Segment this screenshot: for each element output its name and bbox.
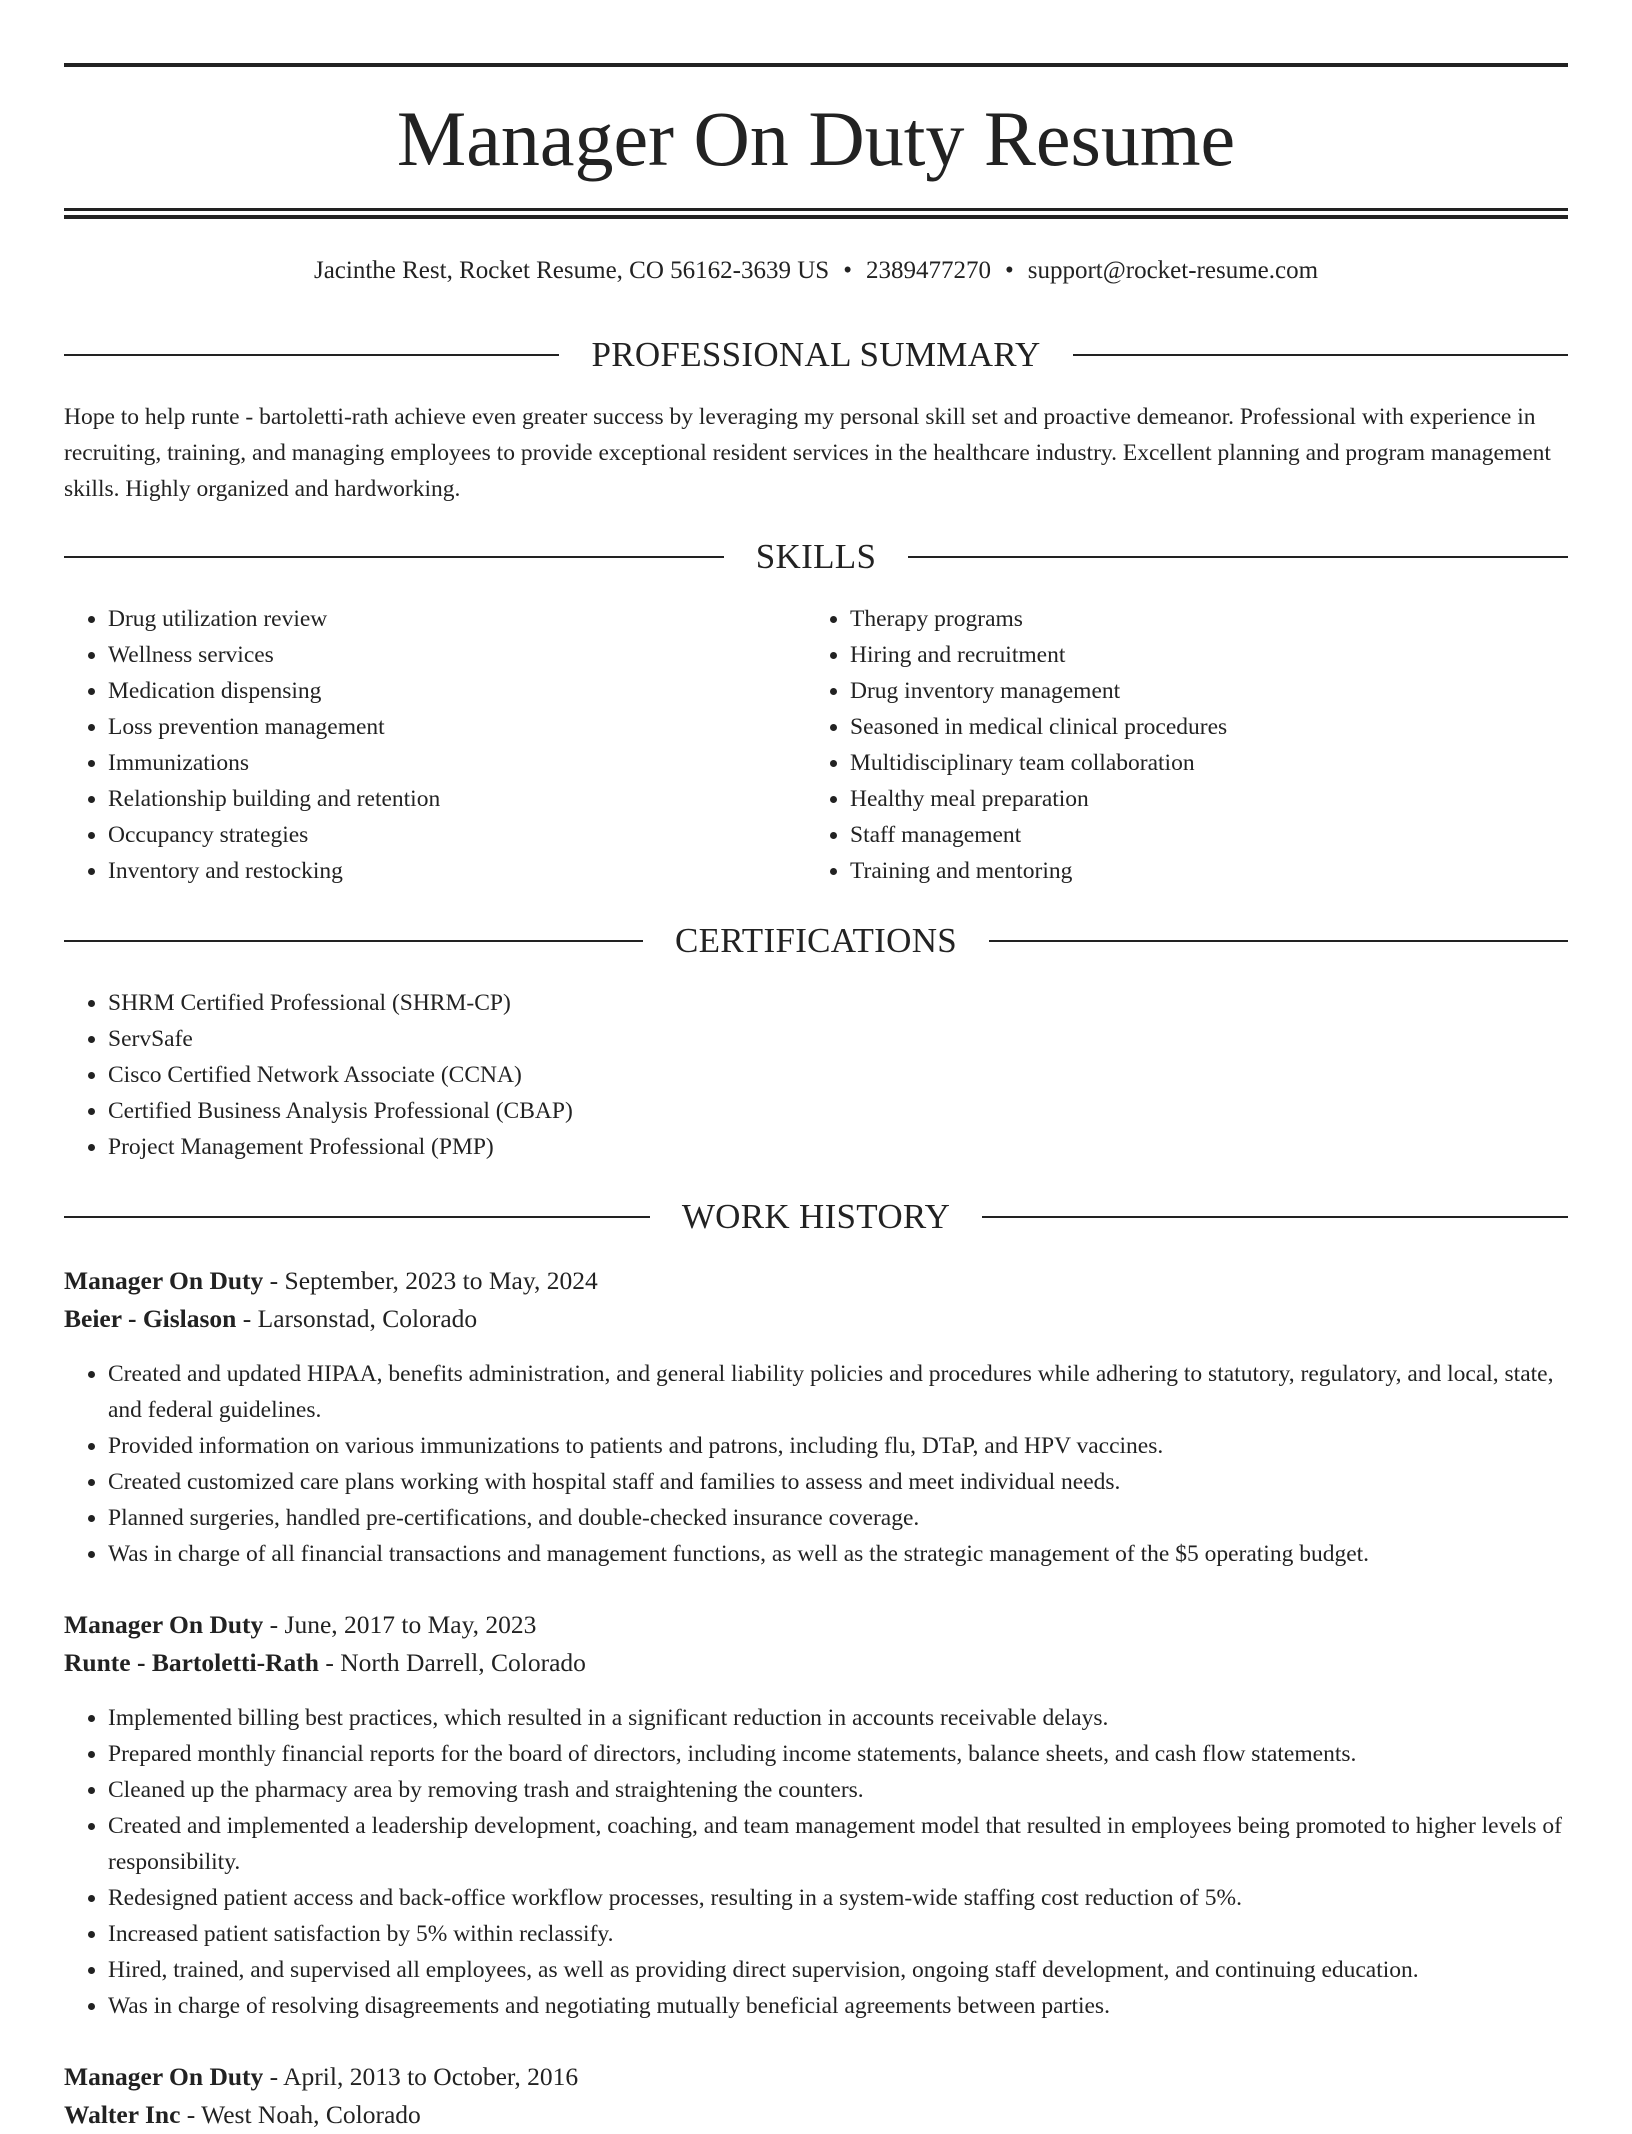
job-role: Manager On Duty (64, 1610, 264, 1639)
skill-item: • Relationship building and retention (108, 781, 808, 817)
job-bullet: • Was in charge of all financial transactions and management functions, as well as the strategic management of the $5 operating budget. (108, 1536, 1568, 1572)
skills-heading: SKILLS (755, 537, 877, 576)
job-company-line (64, 1300, 1568, 1338)
skill-item: • Therapy programs (850, 601, 1570, 637)
work-heading: WORK HISTORY (681, 1197, 951, 1236)
job-bullet: • Created and updated HIPAA, benefits administration, and general liability policies and procedures while adhering to statutory, regulatory, and local, state, and federal guidelines. (108, 1356, 1568, 1428)
job-bullet: • Increased patient satisfaction by 5% within reclassify. (108, 1916, 1568, 1952)
contact-address: Jacinthe Rest, Rocket Resume, CO 56162-3639 US (313, 257, 830, 284)
skill-item: • Inventory and restocking (108, 853, 808, 889)
skill-item: • Drug inventory management (850, 673, 1570, 709)
heading-rule-left (64, 940, 643, 942)
certification-item: • Project Management Professional (PMP) (108, 1129, 1568, 1165)
skill-item: • Staff management (850, 817, 1570, 853)
job-bullet: • Implemented billing best practices, which resulted in a significant reduction in accounts receivable delays. (108, 1700, 1568, 1736)
job-dates: - September, 2023 to May, 2024 (263, 1266, 598, 1295)
job-company: Beier - Gislason (64, 1304, 237, 1333)
job-company: Runte - Bartoletti-Rath (64, 1648, 319, 1677)
title-rule-upper (64, 208, 1568, 211)
job-company-line (64, 1644, 1568, 1682)
contact-separator: • (1004, 257, 1014, 284)
skill-item: • Multidisciplinary team collaboration (850, 745, 1570, 781)
heading-rule-right (1073, 354, 1568, 356)
contact-separator: • (843, 257, 852, 284)
heading-rule-left (64, 354, 559, 356)
heading-rule-left (64, 556, 724, 558)
heading-rule-right (982, 1216, 1568, 1218)
job-bullets (64, 1700, 1568, 2024)
skills-list-left (64, 601, 808, 889)
work-section-heading (64, 1195, 1568, 1239)
summary-text: Hope to help runte - bartoletti-rath achieve even greater success by leveraging my personal skill set and proactive demeanor. Professional with experience in recruiting, training, and managing employees to provide exceptional resident services in the healthcare industry. Excellent planning and program management skills. Highly organized and hardworking. (64, 404, 1551, 502)
job-location: - Larsonstad, Colorado (236, 1304, 478, 1333)
contact-phone: 2389477270 (865, 257, 991, 284)
certifications-heading: CERTIFICATIONS (674, 921, 958, 960)
job-bullet: • Prepared monthly financial reports for the board of directors, including income statements, balance sheets, and cash flow statements. (108, 1736, 1568, 1772)
job-bullet: • Created customized care plans working with hospital staff and families to assess and meet individual needs. (108, 1464, 1568, 1500)
skill-item: • Medication dispensing (108, 673, 808, 709)
job-title-line (64, 1262, 1568, 1300)
certification-item: • ServSafe (108, 1021, 1568, 1057)
certifications-list (64, 985, 1568, 1165)
skills-section-heading (64, 535, 1568, 579)
skill-item: • Healthy meal preparation (850, 781, 1570, 817)
skill-item: • Immunizations (108, 745, 808, 781)
job-title-line (64, 1606, 1568, 1644)
skill-item: • Drug utilization review (108, 601, 808, 637)
job-bullet: • Was in charge of resolving disagreements and negotiating mutually beneficial agreements between parties. (108, 1988, 1568, 2024)
heading-rule-right (908, 556, 1568, 558)
job-location: - North Darrell, Colorado (318, 1648, 586, 1677)
certification-item: • Certified Business Analysis Professional (CBAP) (108, 1093, 1568, 1129)
job-bullet: • Provided information on various immunizations to patients and patrons, including flu, DTaP, and HPV vaccines. (108, 1428, 1568, 1464)
job-dates: - June, 2017 to May, 2023 (263, 1610, 537, 1639)
skill-item: • Seasoned in medical clinical procedures (850, 709, 1570, 745)
certifications-section-heading (64, 919, 1568, 963)
resume-title: Manager On Duty Resume (396, 95, 1236, 182)
job-company: Walter Inc (64, 2100, 181, 2129)
skill-item: • Loss prevention management (108, 709, 808, 745)
contact-email: support@rocket-resume.com (1027, 257, 1319, 284)
contact-line (64, 254, 1568, 288)
certification-item: • SHRM Certified Professional (SHRM-CP) (108, 985, 1568, 1021)
job-title-line (64, 2058, 1568, 2096)
job-location: - West Noah, Colorado (180, 2100, 421, 2129)
skills-list-right (806, 601, 1570, 889)
job-bullet: • Created and implemented a leadership development, coaching, and team management model that resulted in employees being promoted to higher levels of responsibility. (108, 1808, 1568, 1880)
title-rule-lower (64, 215, 1568, 219)
job-bullet: • Planned surgeries, handled pre-certifications, and double-checked insurance coverage. (108, 1500, 1568, 1536)
skill-item: • Wellness services (108, 637, 808, 673)
summary-section-heading (64, 333, 1568, 377)
job-bullets (64, 1356, 1568, 1572)
heading-rule-right (989, 940, 1568, 942)
job-bullet: • Cleaned up the pharmacy area by removing trash and straightening the counters. (108, 1772, 1568, 1808)
summary-heading: PROFESSIONAL SUMMARY (591, 335, 1041, 374)
job-bullet: • Hired, trained, and supervised all employees, as well as providing direct supervision, ongoing staff development, and continuing education. (108, 1952, 1568, 1988)
certification-item: • Cisco Certified Network Associate (CCNA) (108, 1057, 1568, 1093)
job-bullet: • Redesigned patient access and back-office workflow processes, resulting in a system-wide staffing cost reduction of 5%. (108, 1880, 1568, 1916)
job-role: Manager On Duty (64, 1266, 264, 1295)
top-rule (64, 63, 1568, 67)
job-role: Manager On Duty (64, 2062, 264, 2091)
skill-item: • Training and mentoring (850, 853, 1570, 889)
job-company-line (64, 2096, 1568, 2134)
skill-item: • Hiring and recruitment (850, 637, 1570, 673)
skill-item: • Occupancy strategies (108, 817, 808, 853)
job-dates: - April, 2013 to October, 2016 (263, 2062, 579, 2091)
heading-rule-left (64, 1216, 650, 1218)
